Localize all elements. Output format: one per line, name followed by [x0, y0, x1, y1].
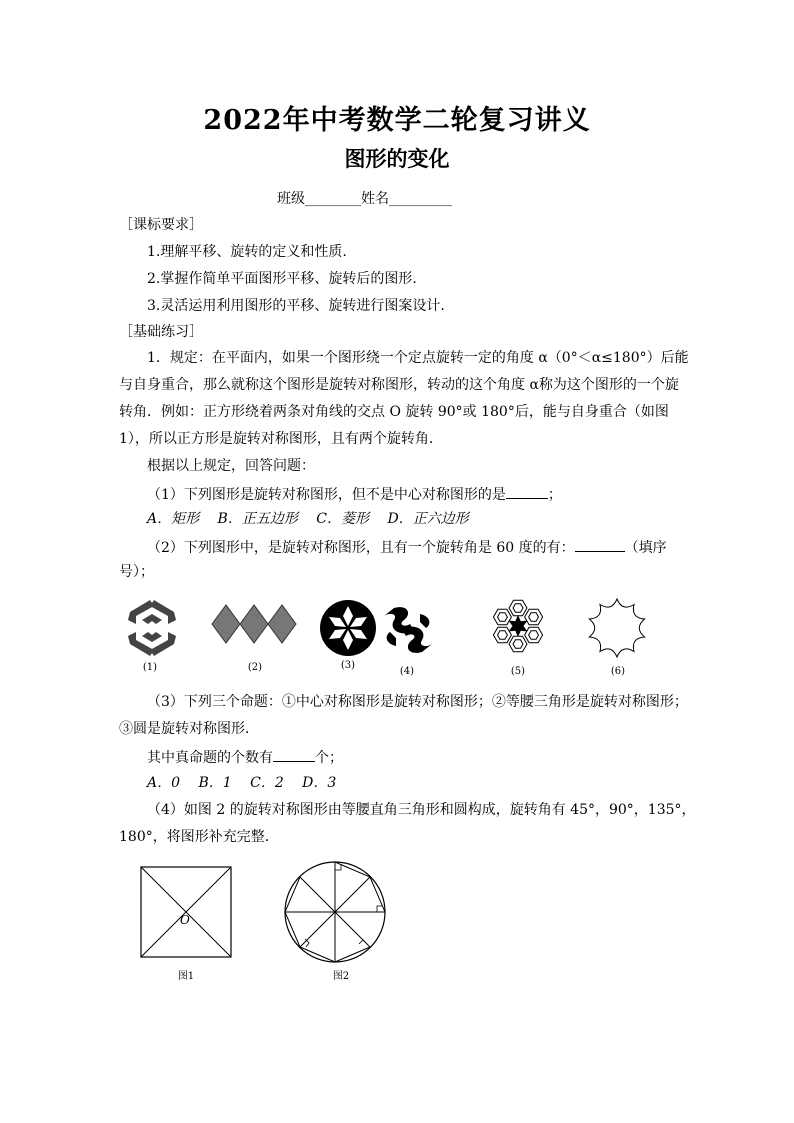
figure-2-circle [283, 860, 387, 964]
figure-label: (6) [610, 666, 626, 677]
hexagon-shape [498, 613, 508, 622]
question-2-line2: 号）； [119, 564, 154, 580]
question-1 [147, 484, 562, 504]
answer-blank[interactable] [273, 747, 315, 762]
figure-label: (1) [142, 662, 158, 673]
question-1-options: A．矩形 B．正五边形 C．菱形 D．正六边形 [147, 511, 469, 527]
question-1-end: ； [547, 487, 562, 503]
section-heading-basic-practice: ［基础练习］ [119, 324, 203, 340]
figure-three-rhombi [212, 603, 296, 645]
question-2-text: （2）下列图形中，是旋转对称图形，且有一个旋转角是 60 度的有： [147, 540, 575, 556]
figure-swirl [380, 604, 436, 656]
problem-1-text-line: 转角．例如：正方形绕着两条对角线的交点 O 旋转 90°或 180°后，能与自身重合（如图 [119, 404, 669, 420]
problem-1-text-line: 与自身重合，那么就称这个图形是旋转对称图形，转动的这个角度 α称为这个图形的一个旋 [119, 377, 679, 393]
question-1-text: （1）下列图形是旋转对称图形，但不是中心对称图形的是 [147, 487, 506, 503]
requirement-item: 3.灵活运用利用图形的平移、旋转进行图案设计. [147, 298, 445, 314]
question-2-end: （填序 [624, 540, 667, 556]
requirement-item: 2.掌握作简单平面图形平移、旋转后的图形. [147, 271, 417, 287]
hexagon-shape [513, 604, 523, 613]
problem-1-text-line: 1），所以正方形是旋转对称图形，且有两个旋转角． [119, 431, 443, 447]
question-4-line2: 180°，将图形补充完整． [119, 829, 279, 845]
question-4-line1: （4）如图 2 的旋转对称图形由等腰直角三角形和圆构成，旋转角有 45°，90°，135°， [147, 802, 696, 818]
figure-hexagon-star [478, 591, 558, 661]
class-name-line: 班级________姓名_________ [277, 191, 452, 207]
page-title: 2022年中考数学二轮复习讲义 [203, 105, 591, 136]
question-3-line1: （3）下列三个命题：①中心对称图形是旋转对称图形；②等腰三角形是旋转对称图形； [147, 694, 688, 710]
problem-1-text-line: 1．规定：在平面内，如果一个图形绕一个定点旋转一定的角度 α（0°＜α≤180°）后能 [147, 350, 689, 366]
figure-1-caption: 图1 [177, 971, 195, 982]
requirement-item: 1.理解平移、旋转的定义和性质. [147, 244, 347, 260]
question-3-line3 [147, 747, 343, 767]
figure-label: (2) [247, 662, 263, 673]
figure-circle-star [318, 598, 378, 658]
hexagon-shape [513, 640, 523, 649]
figure-label: (5) [510, 666, 526, 677]
figure-2-caption: 图2 [332, 971, 350, 982]
figure-label: (3) [340, 660, 356, 671]
question-3-text: 其中真命题的个数有 [147, 750, 273, 766]
hexagon-shape [529, 613, 539, 622]
page-subtitle: 图形的变化 [344, 146, 450, 171]
figure-1-center-label: O [180, 913, 190, 927]
question-2 [147, 537, 667, 557]
figure-star-flower [586, 597, 648, 659]
section-heading-requirements: ［课标要求］ [119, 217, 203, 233]
figure-hexagon-knot [120, 598, 184, 658]
instruction-text: 根据以上规定，回答问题： [147, 458, 315, 474]
hexagon-shape [498, 631, 508, 640]
question-3-end: 个； [315, 750, 343, 766]
question-3-options: A．0 B．1 C．2 D．3 [147, 775, 337, 791]
answer-blank[interactable] [506, 484, 548, 499]
question-3-line2: ③圆是旋转对称图形． [119, 721, 259, 737]
star-shape [509, 615, 528, 637]
hexagon-shape [529, 631, 539, 640]
flower-outline [589, 599, 644, 657]
answer-blank[interactable] [575, 537, 625, 552]
figure-label: (4) [399, 666, 415, 677]
figure-1-square [140, 866, 232, 958]
